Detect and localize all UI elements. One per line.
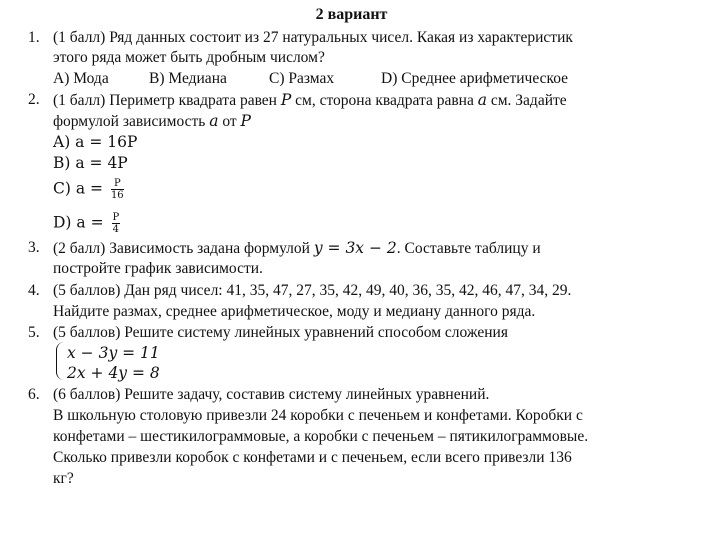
q2-line2-text-b: от bbox=[222, 113, 237, 130]
q2-option-d bbox=[53, 212, 120, 235]
q2-number: 2. bbox=[28, 91, 40, 108]
q2-line2-text-a: формулой зависимость bbox=[53, 113, 206, 130]
q2-line2-var-a: a bbox=[209, 112, 219, 130]
q2-option-c-fraction bbox=[111, 178, 124, 201]
q2-option-c bbox=[53, 178, 124, 201]
q2-line1-text-b: см, сторона квадрата равна bbox=[295, 92, 474, 109]
system-brace bbox=[56, 342, 65, 380]
q1-line2: этого ряда может быть дробным числом? bbox=[53, 49, 325, 66]
q2-option-d-numerator: P bbox=[112, 212, 120, 223]
q3-line1-text-a: (2 балл) Зависимость задана формулой bbox=[53, 240, 310, 257]
q1-number: 1. bbox=[28, 29, 40, 46]
q1-line1: (1 балл) Ряд данных состоит из 27 натуральных чисел. Какая из характеристик bbox=[53, 29, 573, 46]
q2-var-a: a bbox=[477, 91, 487, 109]
q2-line2 bbox=[53, 112, 251, 131]
q6-line5: кг? bbox=[53, 470, 74, 487]
q5-equation-2: 2x + 4y = 8 bbox=[67, 364, 160, 382]
q5-equation-1: x − 3y = 11 bbox=[67, 344, 160, 362]
q1-option-b: В) Медиана bbox=[149, 70, 227, 87]
q2-option-c-label: C) a = bbox=[53, 179, 103, 198]
q2-line2-var-p: P bbox=[240, 112, 251, 130]
q6-line4: Сколько привезли коробок с конфетами и с печеньем, если всего привезли 136 bbox=[53, 449, 572, 466]
q2-line1-text-c: см. Задайте bbox=[490, 92, 567, 109]
q6-number: 6. bbox=[28, 386, 40, 403]
q6-line2: В школьную столовую привезли 24 коробки с печеньем и конфетами. Коробки с bbox=[53, 407, 583, 424]
q2-option-a: A) a = 16P bbox=[53, 133, 138, 151]
q1-options bbox=[53, 70, 569, 88]
q1-option-d: D) Среднее арифметическое bbox=[381, 70, 569, 87]
q3-line1-text-b: . Составьте таблицу и bbox=[396, 240, 541, 257]
q1-option-c: С) Размах bbox=[269, 70, 335, 87]
q6-line1: (6 баллов) Решите задачу, составив систему линейных уравнений. bbox=[53, 386, 490, 403]
q2-option-d-denominator: 4 bbox=[112, 224, 120, 235]
q4-number: 4. bbox=[28, 282, 40, 299]
q3-line2: постройте график зависимости. bbox=[53, 260, 263, 277]
q3-formula: y = 3x − 2 bbox=[313, 239, 397, 257]
q2-option-c-numerator: P bbox=[111, 178, 124, 190]
q5-line1: (5 баллов) Решите систему линейных уравнений способом сложения bbox=[53, 324, 508, 341]
q2-option-d-fraction bbox=[112, 212, 121, 235]
q5-number: 5. bbox=[28, 324, 40, 341]
q2-option-b: B) a = 4P bbox=[53, 154, 128, 172]
q4-line2: Найдите размах, среднее арифметическое, моду и медиану данного ряда. bbox=[53, 303, 536, 320]
q3-number: 3. bbox=[28, 239, 40, 256]
page-title: 2 вариант bbox=[315, 6, 388, 23]
q2-option-d-label: D) a = bbox=[53, 213, 104, 232]
q6-line3: конфетами – шестикилограммовые, а коробки с печеньем – пятикилограммовые. bbox=[53, 428, 589, 445]
q4-line1: (5 баллов) Дан ряд чисел: 41, 35, 47, 27, 35, 42, 49, 40, 36, 35, 42, 46, 47, 34, 29. bbox=[53, 282, 572, 299]
q2-line1 bbox=[53, 91, 567, 110]
q3-line1 bbox=[53, 239, 541, 258]
q1-option-a: А) Мода bbox=[53, 70, 109, 87]
q2-var-p: P bbox=[280, 91, 292, 109]
q2-option-c-denominator: 16 bbox=[110, 190, 124, 201]
q2-line1-text-a: (1 балл) Периметр квадрата равен bbox=[53, 92, 277, 109]
